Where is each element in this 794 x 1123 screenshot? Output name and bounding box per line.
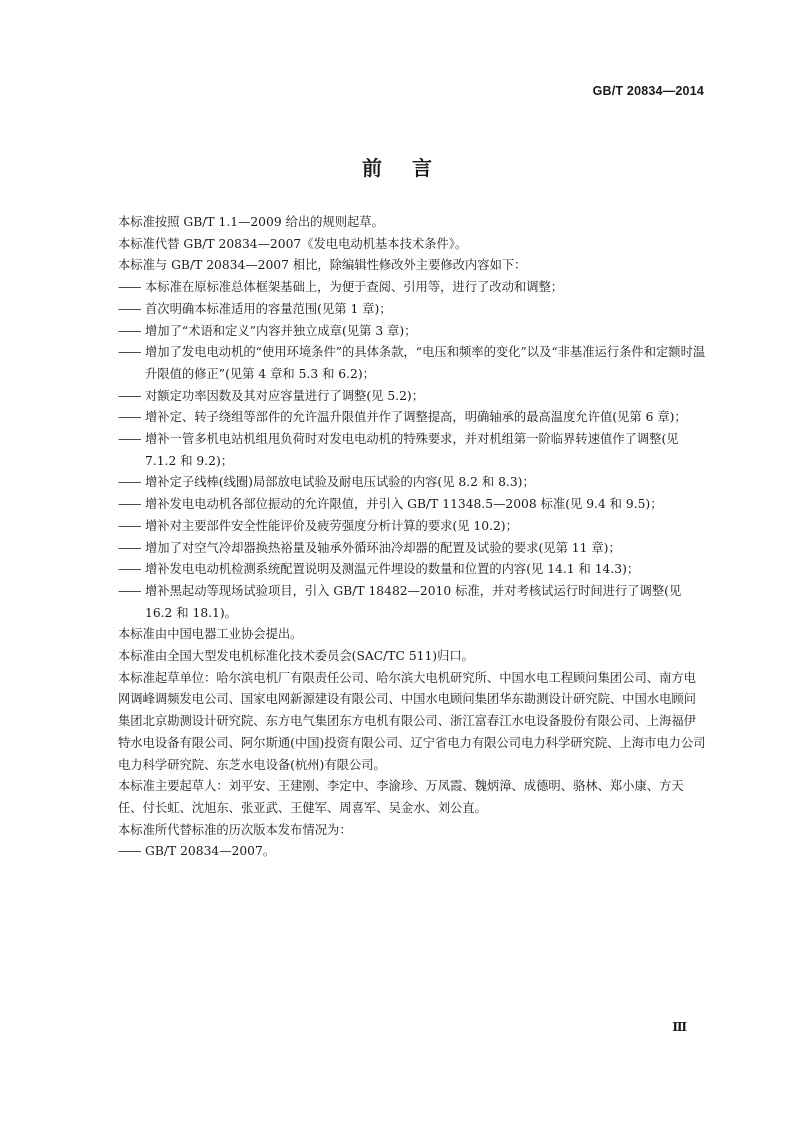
dash-marker: —— <box>118 540 141 555</box>
dash-marker: —— <box>118 301 141 316</box>
change-text: 首次明确本标准适用的容量范围(见第 1 章)； <box>145 301 392 316</box>
change-text: 增补黑起动等现场试验项目，引入 GB/T 18482—2010 标准，并对考核试运行时间进行了调整(见 16.2 和 18.1)。 <box>145 583 682 620</box>
managed-by: 本标准由全国大型发电机标准化技术委员会(SAC/TC 511)归口。 <box>118 649 474 664</box>
changes-list <box>118 277 706 624</box>
change-text: 增补定子线棒(线圈)局部放电试验及耐电压试验的内容(见 8.2 和 8.3)； <box>145 475 535 490</box>
dash-marker: —— <box>118 345 141 360</box>
dash-marker: —— <box>118 410 141 425</box>
change-item <box>118 277 706 299</box>
intro-line: 本标准代替 GB/T 20834—2007《发电电动机基本技术条件》。 <box>118 236 468 251</box>
change-item <box>118 321 706 343</box>
dash-marker: —— <box>118 432 141 447</box>
foreword-body <box>118 212 706 863</box>
intro-line: 本标准与 GB/T 20834—2007 相比，除编辑性修改外主要修改内容如下： <box>118 258 527 273</box>
dash-marker: —— <box>118 562 141 577</box>
change-text: 增加了“术语和定义”内容并独立成章(见第 3 章)； <box>145 323 417 338</box>
change-text: 对额定功率因数及其对应容量进行了调整(见 5.2)； <box>145 388 424 403</box>
dash-marker: —— <box>118 844 141 859</box>
change-text: 增补发电电动机各部位振动的允许限值，并引入 GB/T 11348.5—2008 标准(见 9.4 和 9.5)； <box>145 497 663 512</box>
change-item <box>118 494 706 516</box>
history-intro: 本标准所代替标准的历次版本发布情况为： <box>118 822 352 837</box>
dash-marker: —— <box>118 518 141 533</box>
change-text: 增补一管多机电站机组甩负荷时对发电电动机的特殊要求，并对机组第一阶临界转速值作了调整(见 7.1.2 和 9.2)； <box>145 432 679 468</box>
history-text: GB/T 20834—2007。 <box>145 844 276 859</box>
history-item <box>118 841 706 863</box>
page-title: 前言 <box>362 156 462 180</box>
dash-marker: —— <box>118 475 141 490</box>
dash-marker: —— <box>118 323 141 338</box>
change-item <box>118 342 706 385</box>
change-text: 增补对主要部件安全性能评价及疲劳强度分析计算的要求(见 10.2)； <box>145 518 518 533</box>
change-item <box>118 407 706 429</box>
dash-marker: —— <box>118 280 141 295</box>
change-item <box>118 386 706 408</box>
page-number: Ⅲ <box>672 1020 687 1034</box>
change-item <box>118 516 706 538</box>
change-text: 增补定、转子绕组等部件的允许温升限值并作了调整提高，明确轴承的最高温度允许值(见第 6 章)； <box>145 410 687 425</box>
change-item <box>118 581 706 624</box>
drafters: 本标准主要起草人：刘平安、王建刚、李定中、李渝珍、万凤霞、魏炳漳、成德明、骆林、郑小康、方天任、付长虹、沈旭东、张亚武、王健军、周喜军、吴金水、刘公直。 <box>118 779 684 815</box>
change-text: 增加了发电电动机的“使用环境条件”的具体条款，“电压和频率的变化”以及“非基准运行条件和定额时温升限值的修正”(见第 4 章和 5.3 和 6.2)； <box>145 345 706 381</box>
proposed-by: 本标准由中国电器工业协会提出。 <box>118 627 303 642</box>
standard-code: GB/T 20834—2014 <box>592 84 704 98</box>
intro-line: 本标准按照 GB/T 1.1—2009 给出的规则起草。 <box>118 215 384 229</box>
change-item <box>118 299 706 321</box>
change-text: 增补发电电动机检测系统配置说明及测温元件埋设的数量和位置的内容(见 14.1 和 14.3)； <box>145 562 640 577</box>
change-item <box>118 429 706 472</box>
change-text: 本标准在原标准总体框架基础上，为便于查阅、引用等，进行了改动和调整； <box>145 280 564 295</box>
change-text: 增加了对空气冷却器换热裕量及轴承外循环油冷却器的配置及试验的要求(见第 11 章)； <box>145 540 621 555</box>
drafting-units: 本标准起草单位：哈尔滨电机厂有限责任公司、哈尔滨大电机研究所、中国水电工程顾问集团公司、南方电网调峰调频发电公司、国家电网新源建设有限公司、中国水电顾问集团华东勘测设计研究院、中国水电顾问集团北京勘测设计研究院、东方电气集团东方电机有限公司、浙江富春江水电设备股份有限公司、上海福伊特水电设备有限公司、阿尔斯通(中国)投资有限公司、辽宁省电力有限公司电力科学研究院、上海市电力公司电力科学研究院、东芝水电设备(杭州)有限公司。 <box>118 670 706 772</box>
change-item <box>118 559 706 581</box>
dash-marker: —— <box>118 497 141 512</box>
dash-marker: —— <box>118 583 141 598</box>
change-item <box>118 538 706 560</box>
dash-marker: —— <box>118 388 141 403</box>
change-item <box>118 472 706 494</box>
